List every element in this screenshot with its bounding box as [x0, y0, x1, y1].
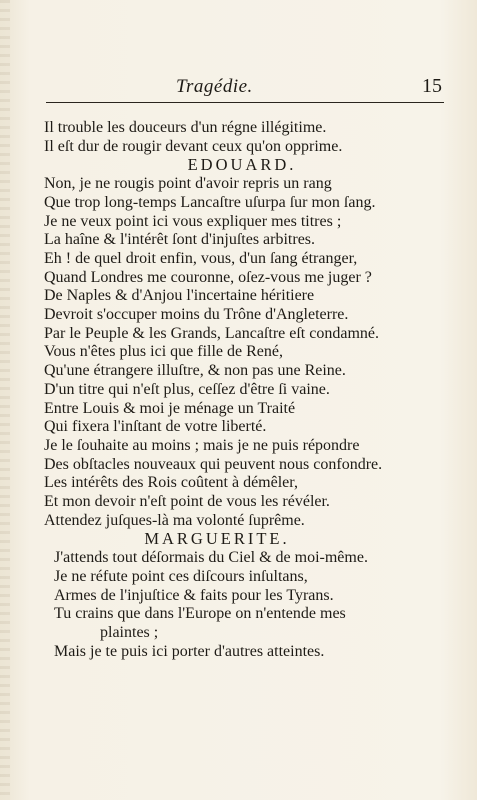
speaker-name: EDOUARD. [187, 155, 297, 175]
verse-line: D'un titre qui n'eſt plus, ceſſez d'être ſi vaine. [44, 380, 330, 398]
verse-line: J'attends tout déſormais du Ciel & de moi-même. [54, 549, 368, 567]
verse-line: Vous n'êtes plus ici que fille de René, [44, 343, 283, 361]
verse-line: Je ne veux point ici vous expliquer mes titres ; [44, 212, 342, 230]
header-title: Tragédie. [176, 76, 253, 97]
verse-line: Des obſtacles nouveaux qui peuvent nous confondre. [44, 455, 383, 473]
page-gutter [0, 0, 10, 800]
verse-line: Je le ſouhaite au moins ; mais je ne puis répondre [44, 436, 360, 454]
verse-line: Par le Peuple & les Grands, Lancaſtre eſt condamné. [44, 324, 379, 342]
verse-line: Non, je ne rougis point d'avoir repris un rang [44, 175, 332, 193]
verse-line: Et mon devoir n'eſt point de vous les révéler. [44, 493, 330, 511]
verse-line: Devroit s'occuper moins du Trône d'Angleterre. [44, 306, 349, 324]
verse-line: Qui fixera l'inſtant de votre liberté. [44, 418, 267, 436]
verse-text [42, 119, 442, 661]
verse-line: Armes de l'injuſtice & faits pour les Tyrans. [54, 586, 334, 604]
verse-line: Attendez juſques-là ma volonté ſuprême. [44, 511, 305, 529]
verse-line-continuation: plaintes ; [100, 623, 159, 641]
verse-line: Les intérêts des Rois coûtent à démêler, [44, 474, 298, 492]
verse-line: Je ne réfute point ces diſcours inſultans, [54, 567, 308, 585]
speaker-name: MARGUERITE. [144, 529, 290, 549]
verse-line: Tu crains que dans l'Europe on n'entende mes [54, 605, 346, 623]
verse-line: Entre Louis & moi je ménage un Traité [44, 399, 296, 417]
running-header [46, 76, 444, 100]
verse-line: Il eſt dur de rougir devant ceux qu'on opprime. [44, 137, 343, 155]
verse-line: De Naples & d'Anjou l'incertaine héritiere [44, 287, 315, 305]
verse-line: Eh ! de quel droit enfin, vous, d'un ſang étranger, [44, 249, 358, 267]
verse-line: La haîne & l'intérêt ſont d'injuſtes arbitres. [44, 231, 316, 249]
verse-line: Mais je te puis ici porter d'autres atteintes. [54, 642, 325, 660]
verse-line: Quand Londres me couronne, oſez-vous me juger ? [44, 268, 372, 286]
verse-line: Il trouble les douceurs d'un régne illégitime. [44, 119, 327, 136]
header-rule [46, 102, 444, 103]
verse-line: Qu'une étrangere illuſtre, & non pas une Reine. [44, 362, 346, 380]
verse-line: Que trop long-temps Lancaſtre uſurpa ſur mon ſang. [44, 193, 376, 211]
page-number: 15 [422, 75, 442, 97]
